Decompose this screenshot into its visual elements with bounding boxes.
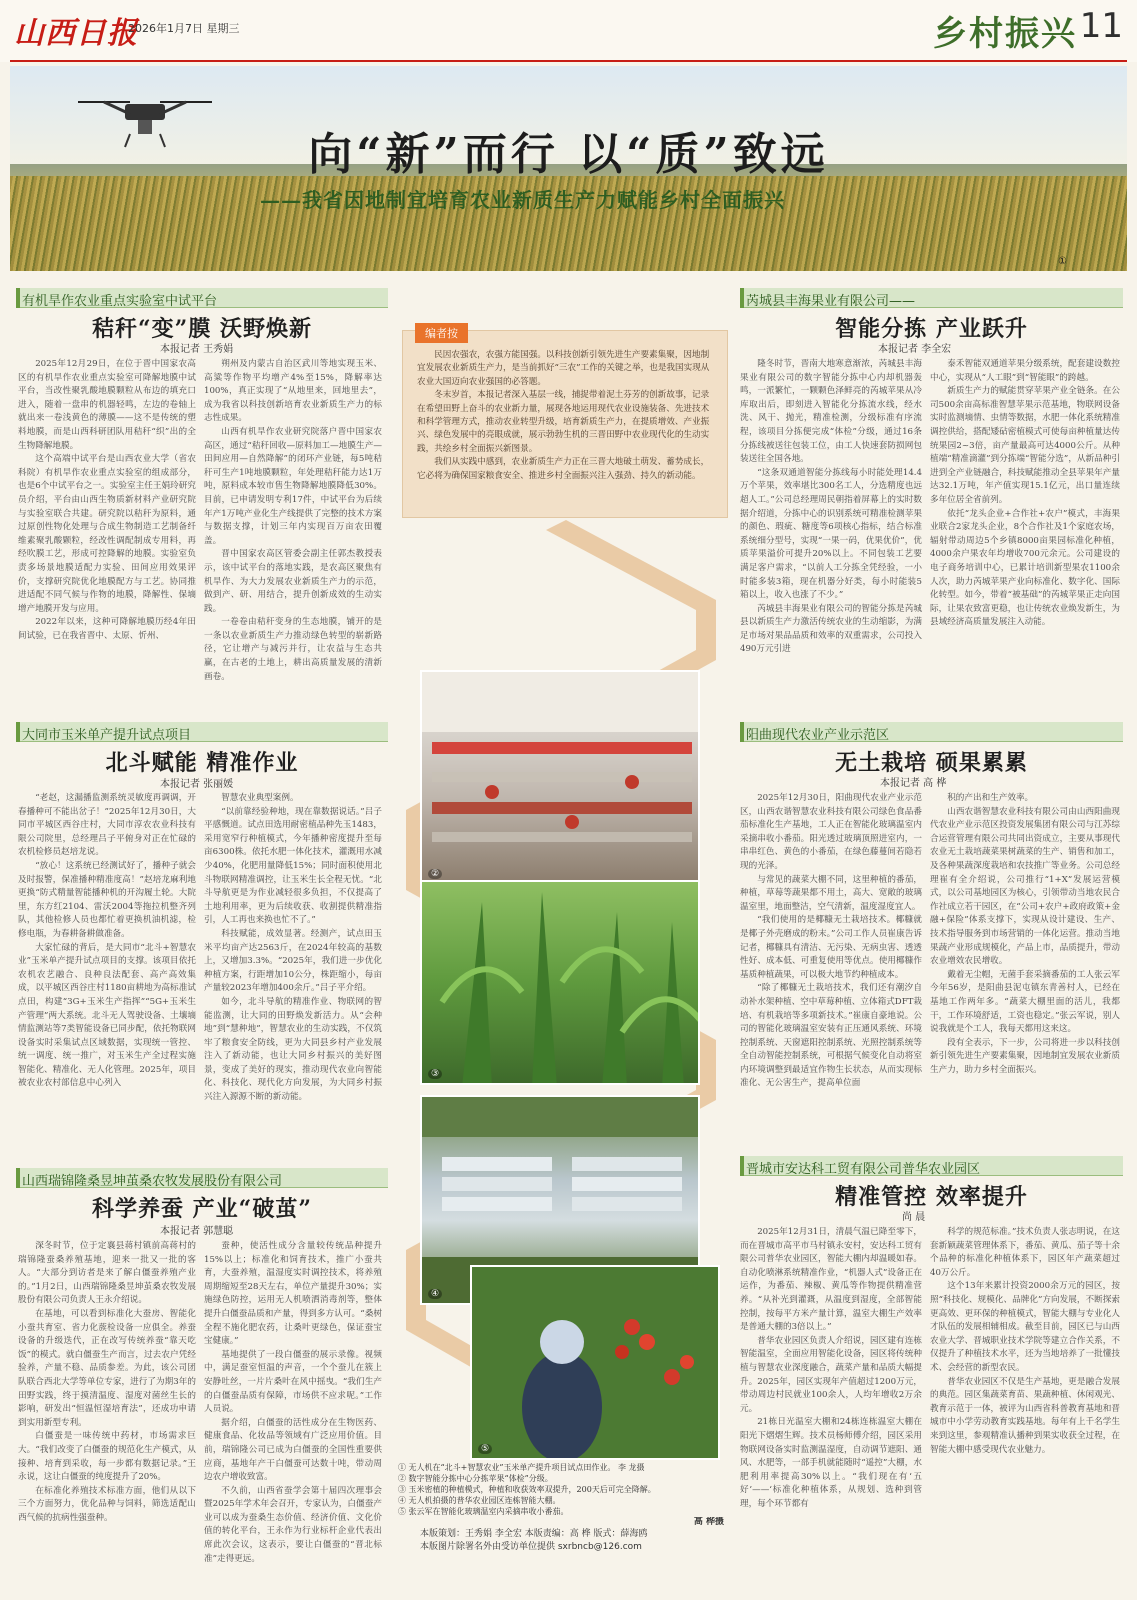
editor-note-text bbox=[417, 349, 713, 507]
paragraph: 晋中国家农高区管委会副主任郭杰教授表示，该中试平台的落地实践，是农高区聚焦有机旱作、为大力发展农业新质生产力的示范，做到产、研、用结合，提升创新成效的生动实践。 bbox=[204, 549, 382, 614]
photo-sorting-center bbox=[420, 670, 700, 885]
paragraph: 2025年12月29日，在位于晋中国家农高区的有机旱作农业重点实验室可降解地膜中试平台，当改性聚乳酸地膜颗粒从布边的填充口进入，随着一盘串的机器轻鸣，左边的卷轴上就出来一卷浅黄色的薄膜——这不是传统的塑料地膜，而是山西科研团队用秸秆“织”出的全生物降解地膜。 bbox=[18, 359, 196, 451]
paragraph: 科学的规范标准。”技术负责人张志明说，在这套新颖蔬菜管理体系下，番茄、黄瓜、茄子等十余个品种的标准化种植体系下，园区年产蔬菜超过40万公斤。 bbox=[930, 1227, 1120, 1278]
article-byline: 本报记者 郭慧聪 bbox=[160, 1226, 234, 1237]
paragraph: 新质生产力的赋能贯穿苹果产业全链条。在公司500余亩高标准智慧苹果示范基地，物联网设备实时监测墒情、虫情等数据，水肥一体化系统精准调控供给，搭配矮砧密植模式可使每亩种植量达传统果园2~3倍，亩产量最高可达4000公斤。从种植端“精准滴灌”到分拣端“智能分选”，从新品种引进到全产业链融合，科技赋能推动全县苹果年产量达32.1万吨，年产值实现15.1亿元，出口量连续多年位居全省前列。 bbox=[930, 386, 1120, 505]
article-column bbox=[18, 792, 196, 1120]
paragraph: 与常见的蔬菜大棚不同，这里种植的番茄，种植，草莓等蔬果都不用土，高大、宽敞的玻璃温室里，地面整洁，空气清新，温度湿度宜人。 bbox=[740, 874, 922, 912]
paragraph: 普华农业园区负责人介绍说，园区建有连栋智能温室，全面应用智能化设备，园区将传统种植与智慧农业深度融合，蔬菜产量和品质大幅提升。2025年，园区实现年产值超过1200万元，带动周边村民就业100余人，人均年增收2万余元。 bbox=[740, 1335, 922, 1414]
paragraph: “以前靠经验种地，现在靠数据说话。”吕子平感慨道。试点田选用耐密植品种先玉1483，采用宽窄行种植模式，今年播种密度提升至每亩6300株。依托水肥一体化技术，灌溉用水减少40%，化肥用量降低15%；同时面积使用北斗物联网精准调控，让玉米生长全程无忧。“北斗导航更是为作业减轻很多负担，不仅提高了土地利用率，更为后续收获、收割提供精准指引，人工再也来换也忙不了。” bbox=[204, 806, 382, 926]
article-column bbox=[204, 792, 382, 1120]
article-byline: 本报记者 王秀娟 bbox=[160, 344, 234, 355]
sub-headline: ——我省因地制宜培育农业新质生产力赋能乡村全面振兴 bbox=[260, 188, 785, 212]
article-column bbox=[204, 1240, 382, 1590]
caption: ① 无人机在“北斗+智慧农业”玉米单产提升项目试点田作业。 李 龙摄 bbox=[398, 1463, 645, 1472]
photo-tomato-picking bbox=[470, 1265, 720, 1460]
paragraph: 泰禾智能双通道苹果分级系统，配套建设数控中心，实现从“人工眼”到“智能眼”的跨越。 bbox=[930, 359, 1120, 383]
paragraph: 朔州及内蒙古自治区武川等地实现玉米、高粱等作物平均增产4%至15%，降解率达100%，真正实现了“从地里来，回地里去”，成为我省以科技创新培育农业新质生产力的标志性成果。 bbox=[204, 359, 382, 424]
paragraph: 如今，北斗导航的精准作业、物联网的智能监测，让大同的田野焕发新活力。从“会种地”到“慧种地”，智慧农业的生动实践，不仅筑牢了粮食安全防线，更为大同县乡村产业发展注入了新动能，也让大同乡村振兴的美好图景，变成了美好的现实，推动现代农业向智能化、科技化、现代化方向发展，为大同乡村振兴注入源源不断的新动能。 bbox=[204, 996, 382, 1103]
article-section-bar bbox=[16, 1168, 388, 1188]
article-title: 精准管控 效率提升 bbox=[835, 1184, 1028, 1210]
article-byline: 本报记者 高 桦 bbox=[880, 778, 947, 789]
article-section-bar bbox=[16, 288, 388, 308]
article-byline: 尚 晨 bbox=[902, 1212, 926, 1223]
article-column bbox=[930, 792, 1120, 1127]
article-section-bar bbox=[740, 722, 1123, 742]
caption: ③ 玉米密植的种植模式，种植和收获效率双提升，200天后可完全降解。 bbox=[398, 1485, 656, 1494]
paragraph: 积的产出和生产效率。 bbox=[947, 793, 1034, 803]
paragraph: 2025年12月30日，阳曲现代农业产业示范区，山西农谐智慧农业科技有限公司绿色食品番茄标准化生产基地，工人正在智能化玻璃温室内采摘串收小番茄。阳光透过玻璃顶照进室内，一串串红色、黄色的小番茄，在绿色藤蔓间若隐若现的光泽。 bbox=[740, 793, 922, 871]
paragraph: 民因农强农，农强方能国强。以科技创新引领先进生产要素集聚，因地制宜发展农业新质生产力，是当前抓好“三农”工作的关键之举，也是我国实现从农业大国迈向农业强国的必答题。 bbox=[417, 350, 710, 387]
article-section-label: 芮城县丰海果业有限公司—— bbox=[746, 294, 916, 309]
article-section-label: 有机旱作农业重点实验室中试平台 bbox=[22, 294, 218, 309]
paragraph: 在基地，可以看到标准化大蚕房、智能化小蚕共育室、省力化蔟检设备一应俱全。养蚕设备的升级迭代，正在改写传统养蚕“靠天吃饭”的模式。就白僵蚕生产而言，过去农户凭经验养，产量不稳、品质参差。为此，该公司团队联合西北大学等单位专家，进行了为期3年的田野实践，终于摸清温度、湿度对菌丝生长的影响，研发出“恒温恒湿培育法”，还成功申请到实用新型专利。 bbox=[18, 1308, 196, 1428]
photo-number: ① bbox=[1058, 256, 1067, 267]
paragraph: 依托“龙头企业+合作社+农户”模式，丰海果业联合2家龙头企业，8个合作社及1个家庭农场，辐射带动周边5个乡镇8000亩果园标准化种植，4000余户果农年均增收700元余元。公司建设的电子商务培训中心，已累计培训新型果农1100余人次，助力芮城苹果产业向标准化、数字化、国际化转型。如今，带着“被基础”的芮城苹果正走向国际，让果农致富更稳，也让传统农业焕发新生，为县域经济高质量发展注入动能。 bbox=[930, 508, 1120, 628]
article-column bbox=[18, 1240, 196, 1590]
paragraph: 2022年以来，这种可降解地膜历经4年田间试验，已在我省晋中、太原、忻州、 bbox=[18, 617, 196, 641]
page-footer bbox=[420, 1528, 720, 1554]
photo-number: ② bbox=[428, 869, 442, 879]
article-title: 秸秆“变”膜 沃野焕新 bbox=[92, 316, 312, 342]
newspaper-logo: 山西日报 bbox=[14, 16, 138, 51]
paragraph: 白僵蚕是一味传统中药材，市场需求巨大。“我们改变了白僵蚕的规范化生产模式，从接种、培育到采收，每一步都有数据记录。”王永说，这让白僵蚕的纯度提升了20%。 bbox=[18, 1431, 196, 1483]
caption-credit: 高 桦摄 bbox=[693, 1517, 724, 1527]
article-title: 科学养蚕 产业“破茧” bbox=[92, 1196, 312, 1222]
headline-banner bbox=[10, 66, 1127, 271]
masthead-rule bbox=[10, 60, 1127, 62]
article-title: 北斗赋能 精准作业 bbox=[105, 750, 299, 776]
paragraph: 一卷卷由秸秆变身的生态地膜，铺开的是一条以农业新质生产力推动绿色转型的崭新路径，它让增产与减污并行，让农益与生态共赢，在古老的土地上，耕出高质量发展的清新画卷。 bbox=[204, 617, 382, 682]
caption: ⑤ 张云军在智能化玻璃温室内采摘串收小番茄。 bbox=[398, 1507, 569, 1516]
page-number: 11 bbox=[1079, 6, 1123, 46]
section-title: 乡村振兴 bbox=[933, 14, 1077, 54]
article-section-bar bbox=[16, 722, 388, 742]
photo-sorting-center-art bbox=[422, 672, 700, 885]
paragraph: 在标准化养殖技术标准方面，他们从以下三个方面努力，优化品种与饲料，筛选适配山西气候的抗病性强蚕种。 bbox=[18, 1485, 196, 1523]
footer-contact: 本版图片除署名外由受访单位提供 sxrbncb@126.com bbox=[420, 1542, 642, 1552]
paragraph: 山西有机旱作农业研究院落户晋中国家农高区，通过“秸秆回收—原料加工—地膜生产—田间应用—自然降解”的闭环产业链，每5吨秸秆可生产1吨地膜颗粒，年处理秸秆能力达1万吨，原料成本较市售生物降解地膜降低30%。目前，已申请发明专利17件，中试平台为后续年产1万吨产业化生产线提供了完整的技术方案与数据支撑，计划三年内实现百万亩农田覆盖。 bbox=[204, 426, 382, 546]
article-section-bar bbox=[740, 288, 1123, 308]
paragraph: 智慧农业典型案例。 bbox=[221, 793, 299, 803]
article-column bbox=[18, 358, 196, 688]
paragraph: 据介绍，白僵蚕的活性成分在生物医药、健康食品、化妆品等领域有广泛应用价值。目前，瑞锦隆公司已成为白僵蚕的全国性重要供应商，基地年产干白僵蚕可达数十吨，带动周边农户增收致富。 bbox=[204, 1417, 382, 1483]
paragraph: 大家忙碌的背后，是大同市“北斗+智慧农业”玉米单产提升试点项目的支撑。该项目依托农机农艺融合、良种良法配套、高产高效集成，以平城区西谷庄村1180亩耕地为高标准试点田，构建“3G+玉米生产指挥”“5G+玉米生产管理”两大系统。北斗无人驾驶设备、土壤墒情监测站等7类智能设备已同步配，依托物联网设备实时采集试点区域数据，实现统一管控、统一调度、统一推广，对玉米生产全过程实施智能化、精准化、无人化管理。2025年，项目被农业农村部信息中心列入 bbox=[18, 942, 196, 1089]
photo-number: ④ bbox=[428, 1289, 442, 1299]
paragraph: 这个高端中试平台是山西农业大学（省农科院）有机旱作农业重点实验室的组成部分，也是6个中试平台之一。实验室主任王娟玲研究员介绍，平台由山西生物质新材料产业研究院与实验室联合共建。研究院以秸秆为原料，通过原创性物化处理与合成生物制造工艺制备纤维素聚乳酸颗粒，经改性调配制成专用料，再经吹膜工艺，形成可控降解的地膜。实验室负责多场景地膜适配力实验、田间应用效果评价，支撑研究院优化地膜配方与工艺。协同推进适配不同气候与作物的地膜，降解性、保墒增产地膜开发与应用。 bbox=[18, 454, 196, 614]
article-title: 智能分拣 产业跃升 bbox=[835, 316, 1028, 342]
masthead bbox=[0, 0, 1137, 62]
article-section-bar bbox=[740, 1156, 1123, 1176]
paragraph: 这个13年来累计投资2000余万元的园区，按照“科技化、规模化、品牌化”方向发展，不断探索更高效、更环保的种植模式，智能大棚与专业化人才队伍的发展相辅相成。截至目前，园区已与山西农业大学、晋城职业技术学院等建立合作关系，不仅提升了种植技术水平，还为当地培养了一批懂技术、会经营的新型农民。 bbox=[930, 1281, 1120, 1373]
paragraph: “我们使用的是椰糠无土栽培技术。椰糠就是椰子外壳磨成的粉末。”公司工作人员崔康告诉记者，椰糠具有清洁、无污染、无病虫害、透透性好、成本低、可重复使用等优点。使用椰糠作基质种植蔬果，可以极大地节约种植成本。 bbox=[740, 915, 922, 980]
paragraph: 我们从实践中感到，农业新质生产力正在三晋大地破土萌发、蓄势成长，它必将为确保国家粮食安全、推进乡村全面振兴注入强劲、持久的新动能。 bbox=[417, 457, 710, 481]
caption: ② 数字智能分拣中心分拣苹果“体检”分级。 bbox=[398, 1474, 553, 1483]
article-column bbox=[740, 792, 922, 1127]
article-column bbox=[740, 358, 922, 688]
paragraph: 基地提供了一段白僵蚕的展示录像。视频中，满足蚕室恒温的声音，一个个蚕儿在簇上安静吐丝，一片片桑叶在风中摇曳。“我们生产的白僵蚕品质有保障，市场供不应求呢。”工作人员说。 bbox=[204, 1349, 382, 1415]
photo-corn-field-art bbox=[422, 882, 700, 1085]
article-title: 无土栽培 硕果累累 bbox=[835, 750, 1028, 776]
caption: ④ 无人机拍摄的普华农业园区连栋智能大棚。 bbox=[398, 1496, 561, 1505]
paragraph: 普华农业园区不仅是生产基地，更是融合发展的典范。园区集蔬菜育苗、果蔬种植、休闲观光、教育示范于一体，被评为山西省科普教育基地和晋城市中小学劳动教育实践基地。每年有上千名学生来到这里，参观精准认播种到果实收获全过程，在智能大棚中感受现代农业魅力。 bbox=[930, 1376, 1120, 1455]
paragraph: 段有全表示，下一步，公司将进一步以科技创新引领先进生产要素集聚，因地制宜发展农业新质生产力，助力乡村全面振兴。 bbox=[930, 1037, 1120, 1075]
paragraph: 深冬时节，位于定襄县蒋村镇前高蒋村的瑞锦隆蚕桑养殖基地，迎来一批又一批的客人。“大部分到访者是来了解白僵蚕养殖产业的。”1月2日，山西瑞锦隆桑昱坤茧桑农牧发展股份有限公司负责人王永介绍说。 bbox=[18, 1241, 196, 1306]
paragraph: “这条双通道智能分拣线每小时能处理14.4万个苹果，效率堪比300名工人，分选精度也远超人工。”公司总经理周民朝指着屏幕上的实时数据介绍道，分拣中心的识别系统可精准检测苹果的颜色、瑕疵、糖度等6项核心指标，结合标准系统细分型号，实现“一果一码，优果优价”，优质苹果溢价可提升20%以上。不同包装工艺要满足客户需求，“以前人工分拣全凭经验，一小时能多装3箱，现在机器分好类，每小时能装5箱以上，收入也涨了不少。” bbox=[740, 467, 922, 601]
paragraph: “放心！这系统已经测试好了，播种子就会及时报警，保准播种精准度高！”赵培龙麻利地更换“防式精量智能播种机的开沟履土轮。大院里，东方红2104、雷沃2004等拖拉机整齐列队，其他检修人员也都忙着更换机油机滤，检修电瓶，为春耕备耕做准备。 bbox=[18, 860, 196, 939]
article-section-label: 晋城市安达科工贸有限公司普华农业园区 bbox=[746, 1162, 981, 1177]
paragraph: 芮城县丰海果业有限公司的智能分拣是芮城县以新质生产力激活传统农业的生动缩影，为满足市场对果品品质和效率的双重需求，公司投入490万元引进 bbox=[740, 603, 922, 655]
article-byline: 本报记者 李全宏 bbox=[878, 344, 952, 355]
paragraph: 隆冬时节，晋南大地寒意渐浓，芮城县丰海果业有限公司的数字智能分拣中心内却机器轰鸣，一派繁忙，一颗颗色泽鲜亮的芮城苹果从冷库取出后，即刻进入智能化分拣流水线，经水洗、风干、抛光，精准检测，分级标准有序流程，该项目分拣便完成“体检”分级，通过16条分拣线被送往包装工位，由工人快速套防损网包装送往全国各地。 bbox=[740, 359, 922, 465]
paragraph: 冬末岁首，本报记者深入基层一线，捕捉带着泥土芬芳的创新故事，记录在希望田野上奋斗的农业新力量，展现各地运用现代农业设施装备、先进技术和科学管理方式，推动农业转型升级，培育新质生产力，在提质增效、产业振兴、绿色发展中的亮眼成就，展示勃勃生机的三晋田野中农业现代化的生动实践，共绘乡村全面振兴新图景。 bbox=[417, 390, 710, 454]
article-section-label: 山西瑞锦隆桑昱坤茧桑农牧发展股份有限公司 bbox=[22, 1174, 283, 1189]
main-headline: 向“新”而行 以“质”致远 bbox=[308, 129, 829, 180]
paragraph: 21栋日光温室大棚和24栋连栋温室大棚在阳光下熠熠生辉。技术员杨师傅介绍，园区采用物联网设备实时监测温湿度，自动调节遮阳、通风、水肥等，一部手机就能随时“遥控”大棚，水肥利用率提高30%以上。“我们现在有‘五好’——‘标准化种植体系，从规划、选种到管理，每个环节都有 bbox=[740, 1417, 922, 1509]
paragraph: 2025年12月31日，清晨气温已降至零下，而在晋城市高平市马村镇永安村，安达科工贸有限公司普华农业园区，智能大棚内却温暖如春。自动化喷淋系统精准作业，“机器人式”设备正在运作，为番茄、辣椒、黄瓜等作物提供精准营养。“从补光到灌溉，从温度到湿度，全部智能控制，按每平方米产量计算，温室大棚生产效率是普通大棚的3倍以上。” bbox=[740, 1227, 922, 1333]
paragraph: “除了椰糠无土栽培技术，我们还有潮汐自动补水架种植、空中草莓种植、立体箱式DFT栽培、有机栽培等多项新技术。”崔康自豪地说。公司的智能化玻璃温室安装有正压通风系统、环境控制系统、天窗遮阳控制系统、光照控制系统等全自动智能控制系统，可根据气候变化自动将室内环境调整到最适宜作物生长状态，从而实现标准化、无公害生产，提高单位面 bbox=[740, 983, 922, 1089]
paragraph: 戴着无尘帽，无菌手套采摘番茄的工人张云军今年56岁，是阳曲县泥屯镇东青善村人，已经在基地工作两年多。“蔬菜大棚里面的活儿，我都干，工作环境舒适，工资也稳定。”张云军说，别人说我就是个工人，我每天都用这来这。 bbox=[930, 969, 1120, 1035]
article-section-label: 阳曲现代农业产业示范区 bbox=[746, 728, 890, 743]
issue-date: 2026年1月7日 星期三 bbox=[128, 22, 240, 35]
paragraph: 山西农谐智慧农业科技有限公司由山西阳曲现代农业产业示范区投资发展集团有限公司与江苏综合运营管理有限公司共同出资成立，主要从事现代农业无土栽培蔬菜果树蔬菜的生产、销售和加工，及各种果蔬深度栽培和农技推广等业务。公司总经理崔有全介绍说，公司推行“1+X”发展运营模式，以公司基地园区为核心，引领带动当地农民合作社成立若干园区，在“公司+农户+政府政策+金融+保险”体系支撑下，实现从设计建设、生产、技术指导服务到市场营销的一体化运营。推动当地果蔬产业形成规模化，产品上市，品质提升，带动农业增效农民增收。 bbox=[930, 806, 1120, 967]
paragraph: 不久前，山西省蚕学会第十届四次理事会暨2025年学术年会召开，专家认为，白僵蚕产业可以成为蚕桑生态价值、经济价值、文化价值的转化平台，王永作为行业标杆企业代表出席此次会议，这表示，要让白僵蚕的“晋北标准”走得更远。 bbox=[204, 1485, 382, 1564]
article-column bbox=[740, 1226, 922, 1592]
photo-number: ③ bbox=[428, 1069, 442, 1079]
article-column bbox=[930, 358, 1120, 688]
photo-number: ⑤ bbox=[478, 1444, 492, 1454]
photo-corn-field bbox=[420, 880, 700, 1085]
paragraph: “老赵，这漏播监测系统灵敏度再调调，开春播种可不能出岔子！”2025年12月30日，大同市平城区西谷庄村，大同市淳农农业科技有限公司院里，总经理吕子平俯身对正在忙碌的农机检修员赵培龙说。 bbox=[18, 793, 196, 858]
editor-note-tag: 编者按 bbox=[415, 323, 468, 343]
photo-captions bbox=[398, 1462, 728, 1527]
article-byline: 本报记者 张丽媛 bbox=[160, 779, 234, 790]
photo-tomato-picking-art bbox=[472, 1267, 720, 1460]
article-section-label: 大同市玉米单产提升试点项目 bbox=[22, 728, 192, 743]
article-column bbox=[204, 358, 382, 688]
editor-note-box bbox=[402, 327, 728, 518]
paragraph: 科技赋能，成效显著。经测产，试点田玉米平均亩产达2563斤，在2024年较高的基数上，又增加3.3%。“2025年，我们进一步优化种植方案，行距增加10公分，株距缩小，每亩产量较2023年增加400余斤。”吕子平介绍。 bbox=[204, 928, 382, 994]
footer-editors: 本版策划：王秀娟 李全宏 本版责编：高 桦 版式：薛海鸥 bbox=[420, 1529, 648, 1539]
paragraph: 蚕种，使活性成分含量较传统品种提升15%以上；标准化和饲育技术，推广小蚕共育，大蚕养殖，温湿度实时调控技术，将养殖周期缩短至28天左右，单位产量提升30%；实施绿色防控，运用无人机喷洒消毒剂等，整体提升白僵蚕品质和产量，得到多方认可。“桑树全程不施化肥农药，让桑叶更绿色，保证蚕宝宝健康。” bbox=[204, 1241, 382, 1347]
article-column bbox=[930, 1226, 1120, 1592]
